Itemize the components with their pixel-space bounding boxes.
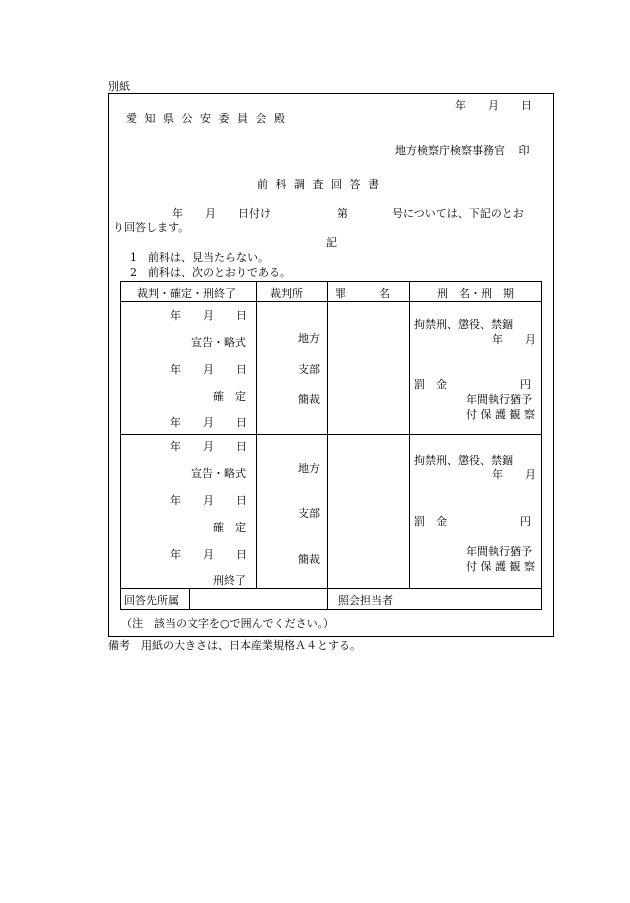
row2-keishuryo: 刑終了 — [213, 574, 246, 587]
body-line-1: 年 月 日付け 第 号については、下記のとお — [172, 207, 524, 220]
row2-court-chiho: 地方 — [298, 462, 320, 475]
row2-end-date: 年 月 日 — [170, 548, 247, 561]
row1-kakutei: 確 定 — [213, 390, 246, 403]
addressee: 愛 知 県 公 安 委 員 会 殿 — [126, 112, 287, 125]
row1-penalty-fine: 罰 金 — [414, 378, 447, 391]
row2-penalty-term: 年 月 — [492, 468, 536, 481]
remark: 備考 用紙の大きさは、日本産業規格Ａ４とする。 — [108, 639, 361, 652]
row1-judgment-date: 年 月 日 — [170, 309, 247, 322]
annex-label: 別紙 — [108, 80, 130, 93]
row1-penalty-probation: 付 保 護 観 察 — [466, 408, 535, 421]
sender — [395, 142, 530, 158]
header-judgment: 裁判・確定・刑終了 — [137, 287, 236, 300]
row2-penalty-kinko: 拘禁刑、懲役、禁錮 — [414, 454, 513, 467]
body-line-2: り回答します。 — [113, 221, 190, 234]
row1-penalty-yen: 円 — [520, 378, 531, 391]
row2-penalty-yen: 円 — [520, 515, 531, 528]
row2-court-kansai: 簡裁 — [298, 553, 320, 566]
row1-penalty-suspension: 年間執行猶予 — [466, 393, 532, 406]
document-title: 前 科 調 査 回 答 書 — [257, 178, 381, 191]
header-crime: 罪 名 — [335, 287, 390, 300]
row2-court-shibu: 支部 — [298, 507, 320, 520]
sender-title: 地方検察庁検察事務官 — [395, 144, 505, 157]
note: （注 該当の文字を○で囲んでください。） — [121, 617, 335, 630]
row2-penalty-probation: 付 保 護 観 察 — [466, 560, 535, 573]
date-line: 年 月 日 — [455, 99, 532, 112]
row1-penalty-kinko: 拘禁刑、懲役、禁錮 — [414, 318, 513, 331]
row2-penalty-suspension: 年間執行猶予 — [466, 545, 532, 558]
row1-penalty-term: 年 月 — [492, 333, 536, 346]
item-1: 1 前科は、見当たらない。 — [130, 251, 269, 264]
row2-kakutei: 確 定 — [213, 521, 246, 534]
row1-court-kansai: 簡裁 — [298, 393, 320, 406]
header-court: 裁判所 — [270, 287, 303, 300]
contact-label: 照会担当者 — [338, 594, 393, 607]
row1-court-shibu: 支部 — [298, 363, 320, 376]
seal-mark: 印 — [518, 144, 530, 157]
header-penalty: 刑 名・刑 期 — [437, 287, 514, 300]
item-2: 2 前科は、次のとおりである。 — [130, 266, 291, 279]
row2-judgment-date: 年 月 日 — [170, 440, 247, 453]
row1-sentence-type: 宣告・略式 — [191, 336, 246, 349]
reply-dept-label: 回答先所属 — [124, 594, 179, 607]
row2-penalty-fine: 罰 金 — [414, 515, 447, 528]
row2-sentence-type: 宣告・略式 — [191, 467, 246, 480]
ki-label: 記 — [326, 236, 337, 249]
row2-confirm-date: 年 月 日 — [170, 494, 247, 507]
row1-confirm-date: 年 月 日 — [170, 363, 247, 376]
row1-end-date: 年 月 日 — [170, 416, 247, 429]
row1-court-chiho: 地方 — [298, 332, 320, 345]
